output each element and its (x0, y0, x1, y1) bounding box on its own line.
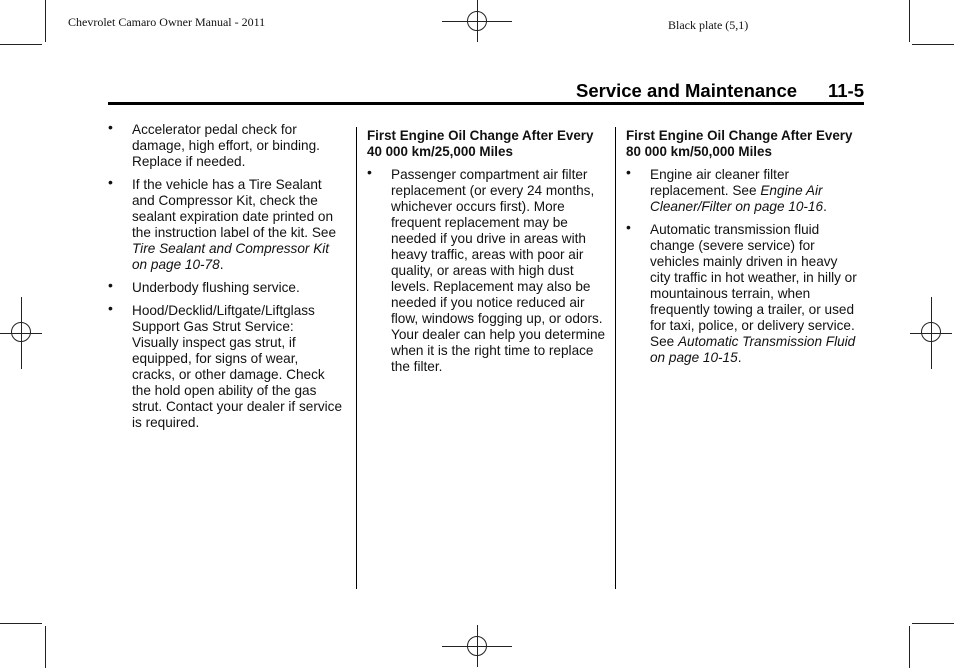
item-text: Accelerator pedal check for damage, high effort, or binding. Replace if needed. (132, 122, 320, 169)
bullet: • (108, 277, 113, 293)
crop-mark-top-left-v (45, 0, 46, 42)
bullet: • (108, 300, 113, 316)
manual-title: Chevrolet Camaro Owner Manual - 2011 (68, 15, 266, 29)
item-text: If the vehicle has a Tire Sealant and Compressor Kit, check the sealant expiration date printed on the instruction label of the kit. See Tire Sealant and Compressor Kit on page 10-78. (132, 177, 337, 272)
list-item (626, 219, 858, 366)
header-rule (108, 102, 864, 105)
item-text: Engine air cleaner filter replacement. See Engine Air Cleaner/Filter on page 10-16. (650, 167, 827, 214)
crop-mark-top-right-h (912, 44, 954, 45)
bullet: • (626, 219, 631, 235)
item-text: Automatic transmission fluid change (severe service) for vehicles mainly driven in heavy city traffic in hot weather, in hilly or mountainous terrain, when frequently towing a trailer, or used for taxi, police, or delivery service. See Automatic Transmission Fluid on page 10-15. (650, 222, 857, 365)
registration-mark-right (910, 297, 952, 369)
cross-reference: Tire Sealant and Compressor Kit on page 10-78 (132, 241, 330, 272)
crop-mark-bottom-left-h (0, 623, 42, 624)
crop-mark-bottom-right-h (912, 623, 954, 624)
crop-mark-bottom-left-v (45, 626, 46, 668)
list-item (108, 277, 344, 296)
page-number: 11-5 (828, 80, 865, 101)
item-text: Underbody flushing service. (132, 280, 300, 295)
list-item (626, 164, 858, 215)
bullet: • (108, 174, 113, 190)
bullet: • (108, 119, 113, 135)
bullet: • (367, 164, 372, 180)
item-text: Passenger compartment air filter replacement (or every 24 months, whichever occurs first). More frequent replacement may be needed if you drive in areas with heavy traffic, areas with poor air quality, or areas with high dust levels. Replacement may also be needed if you notice reduced air flow, windows fogging up, or odors. Your dealer can help you determine when it is the right time to replace the filter. (391, 167, 606, 374)
bullet: • (626, 164, 631, 180)
section-title: Service and Maintenance (576, 80, 798, 101)
plate-label: Black plate (5,1) (668, 18, 749, 32)
section-heading: First Engine Oil Change After Every 80 000 km/50,000 Miles (626, 128, 853, 159)
crop-mark-top-right-v (909, 0, 910, 42)
crop-mark-bottom-right-v (909, 626, 910, 668)
column-2 (367, 122, 607, 382)
registration-mark-bottom (442, 625, 512, 667)
cross-reference: Automatic Transmission Fluid on page 10-15 (650, 334, 856, 365)
crop-mark-top-left-h (0, 44, 42, 45)
list-item (108, 119, 344, 170)
column-divider-2 (615, 127, 616, 589)
column-1 (108, 119, 344, 438)
section-heading: First Engine Oil Change After Every 40 000 km/25,000 Miles (367, 128, 594, 159)
list-item (108, 174, 344, 273)
list-item (367, 164, 607, 375)
list-item (108, 300, 344, 431)
cross-reference: Engine Air Cleaner/Filter on page 10-16 (650, 183, 824, 214)
column-3 (626, 122, 858, 373)
item-text: Hood/Decklid/Liftgate/Liftglass Support Gas Strut Service: Visually inspect gas strut, if equipped, for signs of wear, cracks, or other damage. Check the hold open ability of the gas strut. Contact your dealer if service is required. (132, 303, 343, 430)
registration-mark-top (442, 0, 512, 42)
registration-mark-left (0, 297, 42, 369)
column-divider-1 (356, 127, 357, 589)
